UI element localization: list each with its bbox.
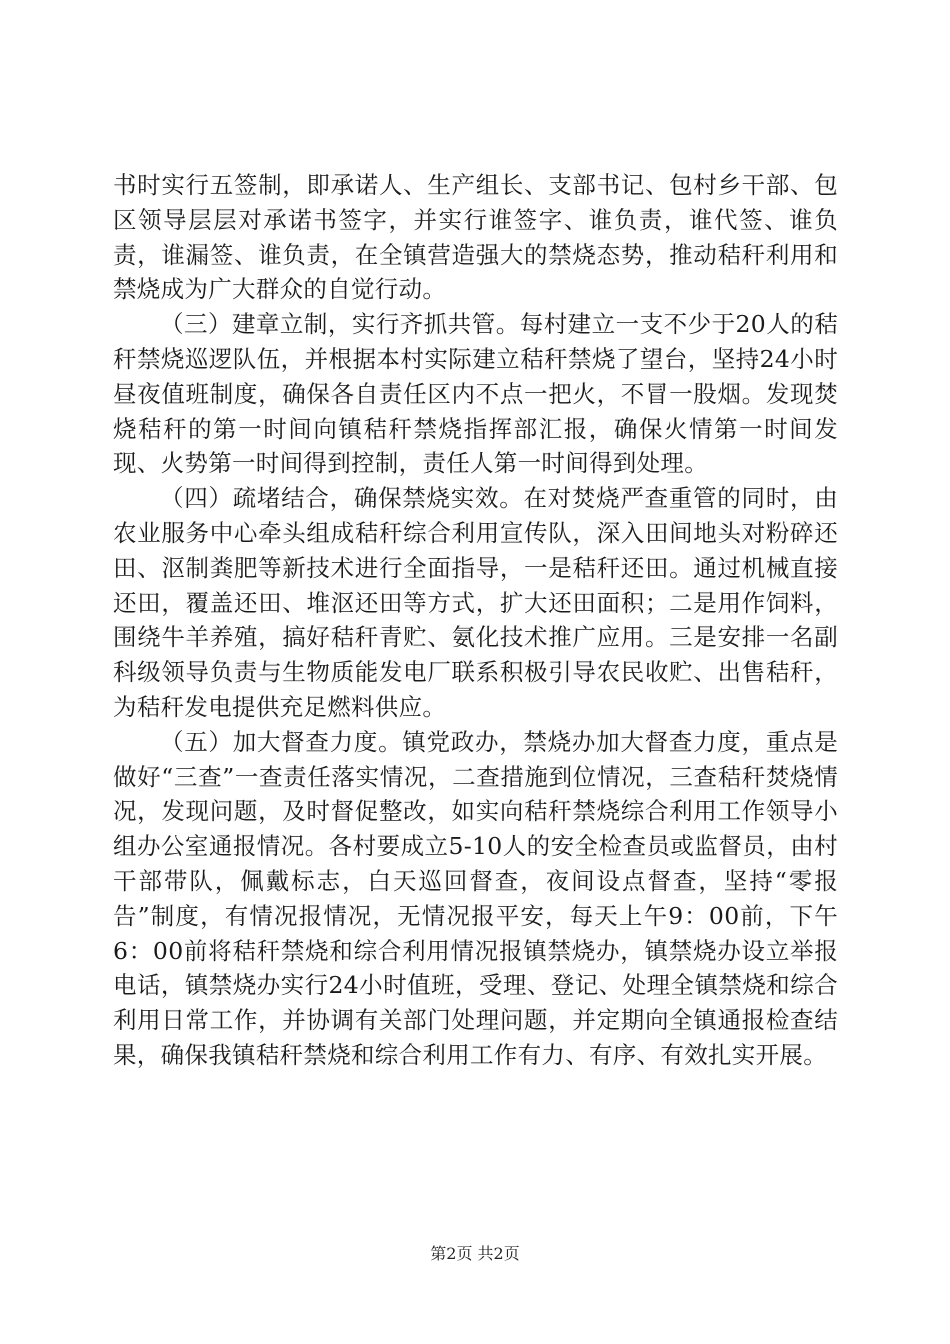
paragraph-section-5: （五）加大督查力度。镇党政办，禁烧办加大督查力度，重点是做好“三查”一查责任落实情况，二查措施到位情况，三查秸秆焚烧情况，发现问题，及时督促整改，如实向秸秆禁烧综合利用工作领导小组办公室通报情况。各村要成立5-10人的安全检查员或监督员，由村干部带队，佩戴标志，白天巡回督查，夜间设点督查，坚持“零报告”制度，有情况报情况，无情况报平安，每天上午9：00前，下午6：00前将秸秆禁烧和综合利用情况报镇禁烧办，镇禁烧办设立举报电话，镇禁烧办实行24小时值班，受理、登记、处理全镇禁烧和综合利用日常工作，并协调有关部门处理问题，并定期向全镇通报检查结果，确保我镇秸秆禁烧和综合利用工作有力、有序、有效扎实开展。 bbox=[113, 727, 838, 1069]
paragraph-section-3: （三）建章立制，实行齐抓共管。每村建立一支不少于20人的秸秆禁烧巡逻队伍，并根据本村实际建立秸秆禁烧了望台，坚持24小时昼夜值班制度，确保各自责任区内不点一把火，不冒一股烟。发现焚烧秸秆的第一时间向镇秸秆禁烧指挥部汇报，确保火情第一时间发现、火势第一时间得到控制，责任人第一时间得到处理。 bbox=[113, 310, 838, 478]
document-body bbox=[113, 168, 838, 1073]
page-footer: 第2页 共2页 bbox=[430, 1244, 520, 1263]
paragraph-continuation: 书时实行五签制，即承诺人、生产组长、支部书记、包村乡干部、包区领导层层对承诺书签字，并实行谁签字、谁负责，谁代签、谁负责，谁漏签、谁负责，在全镇营造强大的禁烧态势，推动秸秆利用和禁烧成为广大群众的自觉行动。 bbox=[113, 171, 838, 304]
paragraph-section-4: （四）疏堵结合，确保禁烧实效。在对焚烧严查重管的同时，由农业服务中心牵头组成秸秆综合利用宣传队，深入田间地头对粉碎还田、沤制粪肥等新技术进行全面指导，一是秸秆还田。通过机械直接还田，覆盖还田、堆沤还田等方式，扩大还田面积；二是用作饲料，围绕牛羊养殖，搞好秸秆青贮、氨化技术推广应用。三是安排一名副科级领导负责与生物质能发电厂联系积极引导农民收贮、出售秸秆，为秸秆发电提供充足燃料供应。 bbox=[113, 484, 838, 721]
